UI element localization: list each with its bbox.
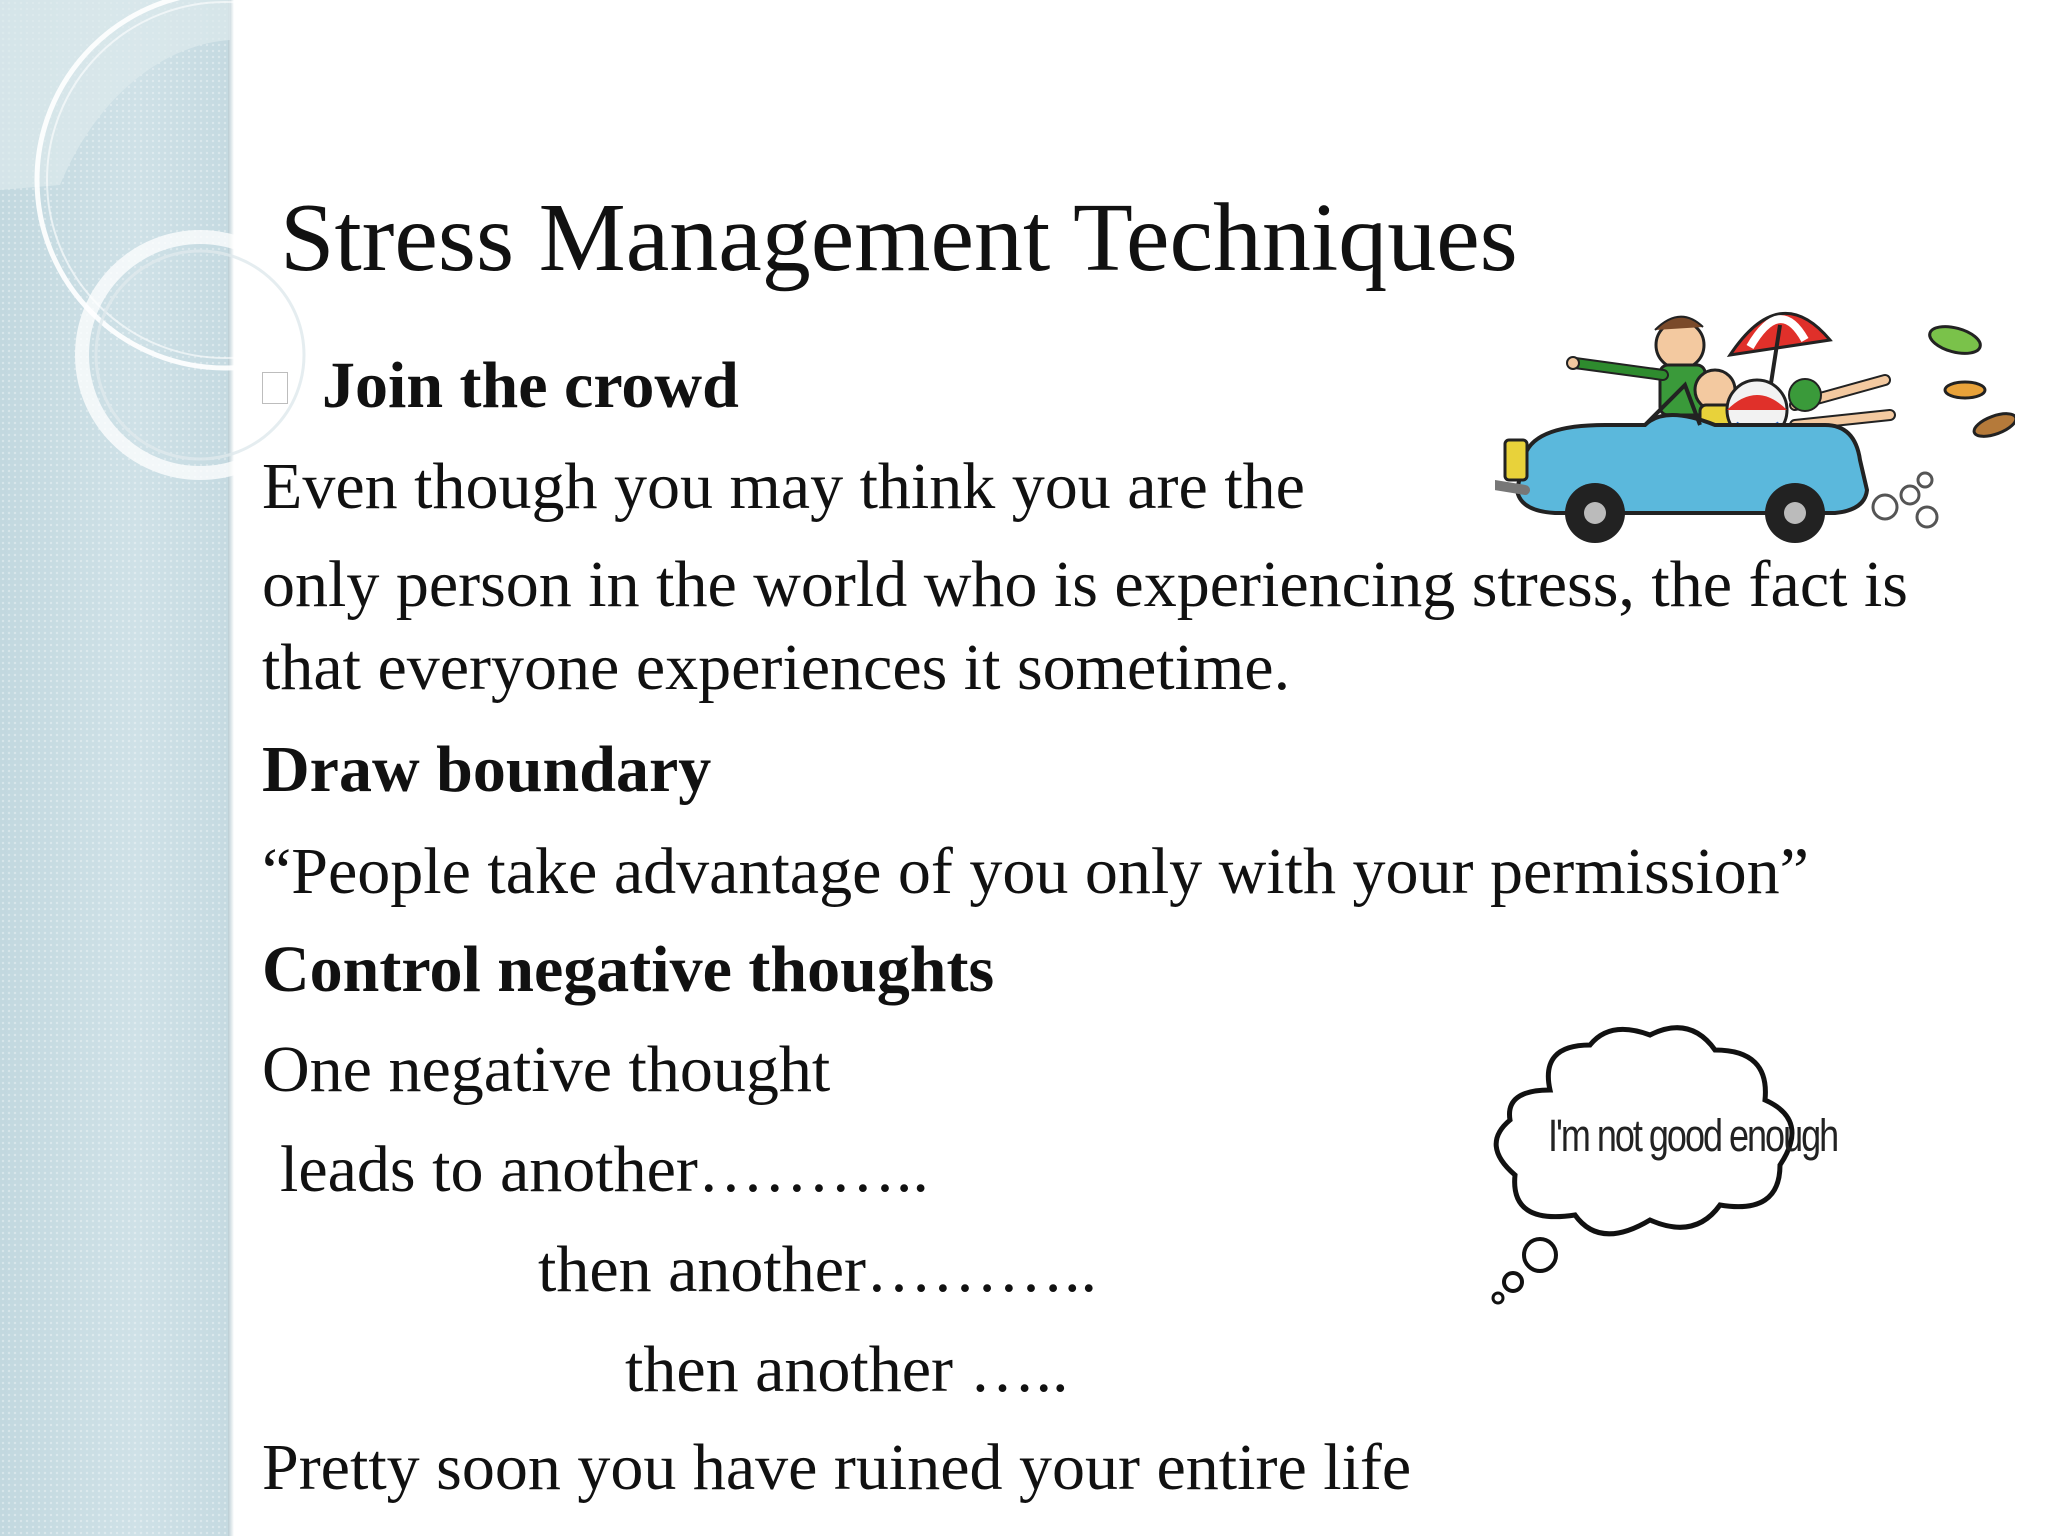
slide-title: Stress Management Techniques [280,184,1518,292]
heading-join-the-crowd [262,346,739,426]
heading-control-negative-thoughts: Control negative thoughts [262,933,995,1006]
join-text-line-1: Even though you may think you are the [262,450,1305,523]
control-text-line-2: leads to another……….. [280,1133,929,1206]
control-text-line-5: Pretty soon you have ruined your entire life [262,1431,1412,1504]
heading-join-label: Join the crowd [322,349,739,422]
heading-draw-boundary: Draw boundary [262,733,712,806]
square-bullet-icon [262,372,288,404]
control-text-line-3: then another……….. [538,1233,1098,1306]
control-text-line-1: One negative thought [262,1033,831,1106]
join-text-line-3: that everyone experiences it sometime. [262,631,1291,704]
control-text-line-4: then another ….. [625,1333,1069,1406]
join-text-line-2: only person in the world who is experiencing stress, the fact is [262,548,1908,621]
car-trip-icon [1495,285,2015,545]
thought-bubble-icon [1480,1020,1838,1320]
thought-bubble-text: I'm not good enough [1548,1109,1838,1161]
decorative-rings-icon [0,0,320,520]
draw-boundary-quote: “People take advantage of you only with your permission” [262,835,1809,908]
